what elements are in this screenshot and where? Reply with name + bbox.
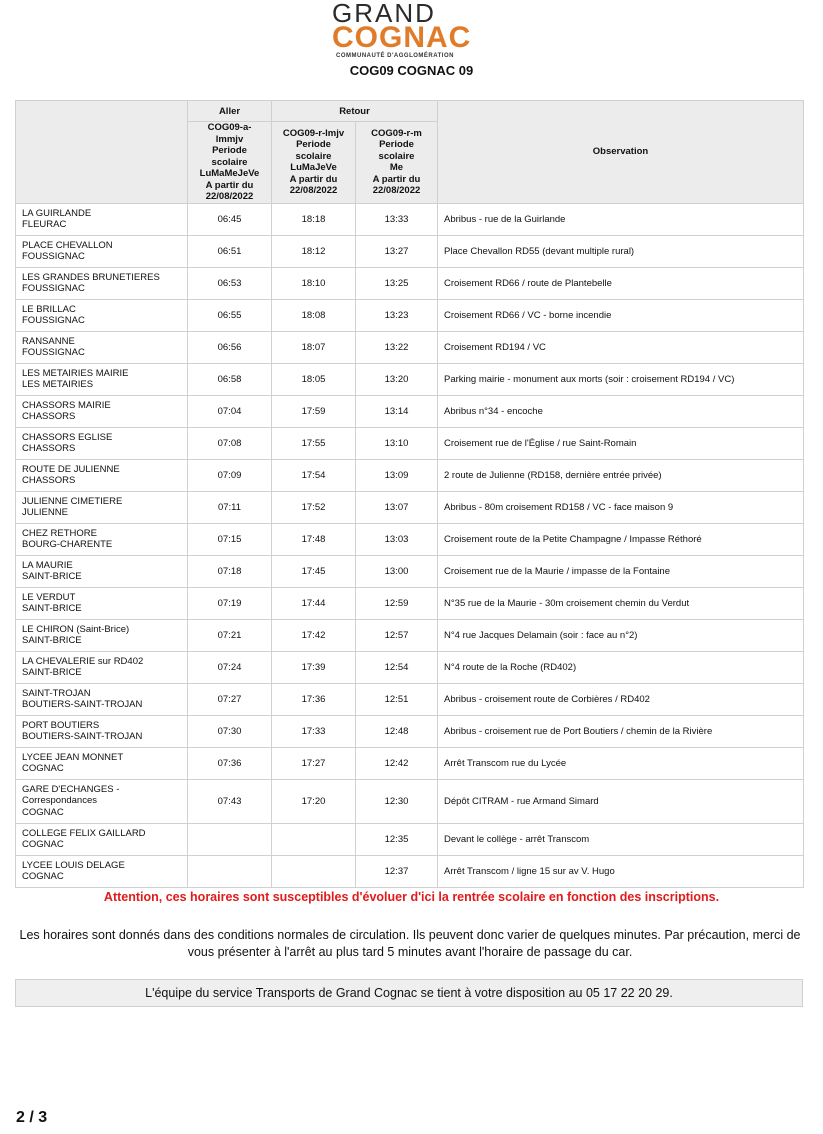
- time-retour-m: 12:48: [356, 715, 438, 747]
- observation-header: Observation: [438, 101, 804, 204]
- stop-commune: COGNAC: [22, 806, 64, 818]
- group-header-aller: Aller: [188, 101, 272, 122]
- table-row: [16, 491, 804, 523]
- table-row: [16, 855, 804, 887]
- observation-cell: Dépôt CITRAM - rue Armand Simard: [438, 779, 804, 823]
- stop-cell: [16, 267, 188, 299]
- stop-name: LE CHIRON (Saint-Brice): [22, 623, 130, 635]
- time-aller: 07:19: [188, 587, 272, 619]
- logo-cognac-text: COGNAC: [332, 21, 472, 54]
- traffic-note: [16, 927, 804, 961]
- header-line: A partir du: [289, 173, 338, 185]
- header-line: COG09-a-lmmjv: [207, 122, 252, 145]
- stop-name: LYCEE JEAN MONNET: [22, 751, 124, 763]
- traffic-note-line: vous présenter à l'arrêt au plus tard 5 minutes avant l'horaire de passage du car.: [187, 945, 633, 959]
- time-aller: 07:21: [188, 619, 272, 651]
- stop-cell: [16, 779, 188, 823]
- header-line: LuMaMeJeVe: [199, 168, 260, 179]
- header-line: Periode scolaire: [295, 139, 332, 162]
- stop-commune: BOUTIERS-SAINT-TROJAN: [22, 699, 143, 710]
- grand-cognac-logo: [0, 0, 823, 64]
- observation-cell: N°4 rue Jacques Delamain (soir : face au n°2): [438, 619, 804, 651]
- header-line: 22/08/2022: [372, 185, 421, 197]
- time-retour-lmjv: 17:39: [272, 651, 356, 683]
- time-aller: 07:08: [188, 427, 272, 459]
- table-row: [16, 235, 804, 267]
- time-retour-m: 13:03: [356, 523, 438, 555]
- stop-cell: [16, 651, 188, 683]
- time-aller: 06:55: [188, 299, 272, 331]
- time-retour-lmjv: 18:18: [272, 203, 356, 235]
- stop-cell: [16, 587, 188, 619]
- header-line: 22/08/2022: [205, 191, 254, 202]
- stop-commune: SAINT-BRICE: [22, 571, 82, 582]
- time-retour-lmjv: 17:54: [272, 459, 356, 491]
- stop-cell: [16, 491, 188, 523]
- stop-cell: [16, 331, 188, 363]
- table-row: [16, 587, 804, 619]
- stop-name: CHASSORS EGLISE: [22, 431, 113, 443]
- column-header-retour-m: [356, 122, 438, 204]
- stop-commune: CHASSORS: [22, 443, 76, 454]
- time-retour-lmjv: 17:55: [272, 427, 356, 459]
- stop-name: CHASSORS MAIRIE: [22, 399, 111, 411]
- stop-name: LES GRANDES BRUNETIERES: [22, 271, 160, 283]
- header-line: COG09-r-m: [371, 127, 422, 139]
- table-row: [16, 747, 804, 779]
- observation-cell: Abribus - 80m croisement RD158 / VC - face maison 9: [438, 491, 804, 523]
- observation-cell: Croisement RD66 / VC - borne incendie: [438, 299, 804, 331]
- time-retour-m: 13:22: [356, 331, 438, 363]
- table-row: [16, 523, 804, 555]
- stop-name: RANSANNE: [22, 335, 75, 347]
- time-aller: 06:56: [188, 331, 272, 363]
- time-retour-m: 13:23: [356, 299, 438, 331]
- time-aller: 07:09: [188, 459, 272, 491]
- time-retour-lmjv: [272, 823, 356, 855]
- observation-cell: N°35 rue de la Maurie - 30m croisement chemin du Verdut: [438, 587, 804, 619]
- time-retour-lmjv: 17:42: [272, 619, 356, 651]
- stop-cell: [16, 363, 188, 395]
- time-aller: 07:43: [188, 779, 272, 823]
- contact-banner: L'équipe du service Transports de Grand Cognac se tient à votre disposition au 05 17 22 20 29.: [15, 979, 803, 1007]
- table-row: [16, 779, 804, 823]
- time-retour-m: 13:20: [356, 363, 438, 395]
- stop-commune: BOUTIERS-SAINT-TROJAN: [22, 731, 143, 742]
- observation-cell: Abribus - rue de la Guirlande: [438, 203, 804, 235]
- observation-cell: N°4 route de la Roche (RD402): [438, 651, 804, 683]
- observation-cell: Abribus - croisement route de Corbières / RD402: [438, 683, 804, 715]
- stop-cell: [16, 683, 188, 715]
- stop-name: LE BRILLAC: [22, 303, 76, 315]
- stop-commune: FLEURAC: [22, 219, 67, 230]
- observation-cell: Abribus n°34 - encoche: [438, 395, 804, 427]
- stop-commune: COGNAC: [22, 871, 64, 882]
- time-aller: 07:36: [188, 747, 272, 779]
- table-row: [16, 651, 804, 683]
- time-aller: 06:45: [188, 203, 272, 235]
- stop-name: JULIENNE CIMETIERE: [22, 495, 123, 507]
- time-aller: 06:58: [188, 363, 272, 395]
- time-retour-lmjv: 17:45: [272, 555, 356, 587]
- group-header-retour: Retour: [272, 101, 438, 122]
- time-aller: 07:27: [188, 683, 272, 715]
- time-retour-lmjv: 17:59: [272, 395, 356, 427]
- time-retour-m: 12:35: [356, 823, 438, 855]
- time-aller: [188, 855, 272, 887]
- observation-cell: Croisement RD194 / VC: [438, 331, 804, 363]
- time-retour-m: 13:25: [356, 267, 438, 299]
- stop-name: LYCEE LOUIS DELAGE: [22, 859, 125, 871]
- document-title: COG09 COGNAC 09: [349, 63, 474, 78]
- header-line: Periode scolaire: [378, 139, 415, 162]
- time-retour-lmjv: 18:05: [272, 363, 356, 395]
- stop-commune: JULIENNE: [22, 507, 68, 518]
- time-retour-lmjv: 17:36: [272, 683, 356, 715]
- column-header-aller: [188, 122, 272, 204]
- time-retour-lmjv: 18:12: [272, 235, 356, 267]
- time-aller: 07:18: [188, 555, 272, 587]
- stop-cell: [16, 823, 188, 855]
- stop-commune: CHASSORS: [22, 475, 76, 486]
- stop-cell: [16, 619, 188, 651]
- stop-cell: [16, 715, 188, 747]
- time-retour-lmjv: [272, 855, 356, 887]
- time-retour-lmjv: 17:27: [272, 747, 356, 779]
- table-row: [16, 299, 804, 331]
- observation-cell: 2 route de Julienne (RD158, dernière entrée privée): [438, 459, 804, 491]
- observation-cell: Arrêt Transcom / ligne 15 sur av V. Hugo: [438, 855, 804, 887]
- stop-cell: [16, 855, 188, 887]
- observation-cell: Croisement RD66 / route de Plantebelle: [438, 267, 804, 299]
- stop-commune: BOURG-CHARENTE: [22, 539, 113, 550]
- header-line: 22/08/2022: [289, 185, 338, 197]
- table-row: [16, 427, 804, 459]
- stop-commune: LES METAIRIES: [22, 379, 94, 390]
- table-row: [16, 715, 804, 747]
- time-retour-lmjv: 18:10: [272, 267, 356, 299]
- stop-name: CHEZ RETHORE: [22, 527, 97, 539]
- stop-name: LES METAIRIES MAIRIE: [22, 367, 129, 379]
- schedule-table: [15, 100, 804, 888]
- time-retour-lmjv: 17:33: [272, 715, 356, 747]
- table-row: [16, 331, 804, 363]
- time-retour-m: 13:10: [356, 427, 438, 459]
- header-line: COG09-r-lmjv: [282, 127, 345, 139]
- stop-commune: FOUSSIGNAC: [22, 251, 85, 262]
- stop-name: GARE D'ECHANGES -: [22, 783, 120, 795]
- stop-name: Correspondances: [22, 795, 97, 807]
- stop-name: LA CHEVALERIE sur RD402: [22, 655, 144, 667]
- stop-name: COLLEGE FELIX GAILLARD: [22, 827, 146, 839]
- time-retour-m: 13:09: [356, 459, 438, 491]
- stop-commune: SAINT-BRICE: [22, 667, 82, 678]
- time-retour-lmjv: 18:08: [272, 299, 356, 331]
- time-retour-lmjv: 17:48: [272, 523, 356, 555]
- observation-cell: Parking mairie - monument aux morts (soir : croisement RD194 / VC): [438, 363, 804, 395]
- stop-name: ROUTE DE JULIENNE: [22, 463, 120, 475]
- observation-cell: Abribus - croisement rue de Port Boutiers / chemin de la Rivière: [438, 715, 804, 747]
- warning-notice: Attention, ces horaires sont susceptibles d'évoluer d'ici la rentrée scolaire en fonction des inscriptions.: [103, 890, 720, 904]
- table-row: [16, 555, 804, 587]
- time-retour-m: 12:30: [356, 779, 438, 823]
- table-row: [16, 823, 804, 855]
- time-aller: 06:53: [188, 267, 272, 299]
- time-retour-lmjv: 18:07: [272, 331, 356, 363]
- table-row: [16, 267, 804, 299]
- stop-cell: [16, 395, 188, 427]
- page-number: 2 / 3: [16, 1109, 48, 1126]
- table-row: [16, 363, 804, 395]
- stop-name: LA GUIRLANDE: [22, 207, 92, 219]
- time-aller: 07:24: [188, 651, 272, 683]
- time-aller: 07:04: [188, 395, 272, 427]
- observation-cell: Croisement route de la Petite Champagne / Impasse Réthoré: [438, 523, 804, 555]
- time-aller: [188, 823, 272, 855]
- header-line: Me: [389, 162, 404, 174]
- observation-cell: Croisement rue de la Maurie / impasse de la Fontaine: [438, 555, 804, 587]
- stop-commune: FOUSSIGNAC: [22, 315, 85, 326]
- stop-cell: [16, 203, 188, 235]
- header-line: LuMaJeVe: [290, 162, 337, 174]
- time-retour-lmjv: 17:20: [272, 779, 356, 823]
- time-retour-m: 13:07: [356, 491, 438, 523]
- time-retour-m: 12:54: [356, 651, 438, 683]
- stop-cell: [16, 459, 188, 491]
- logo-subtitle: COMMUNAUTÉ D'AGGLOMÉRATION: [336, 53, 454, 59]
- header-line: A partir du: [372, 173, 421, 185]
- header-line: Periode scolaire: [211, 145, 248, 168]
- stop-cell: [16, 235, 188, 267]
- stop-commune: FOUSSIGNAC: [22, 283, 85, 294]
- time-retour-lmjv: 17:52: [272, 491, 356, 523]
- stop-name: PLACE CHEVALLON: [22, 239, 113, 251]
- time-aller: 06:51: [188, 235, 272, 267]
- stop-commune: COGNAC: [22, 763, 64, 774]
- stop-cell: [16, 299, 188, 331]
- observation-cell: Place Chevallon RD55 (devant multiple rural): [438, 235, 804, 267]
- schedule-body: [16, 203, 804, 887]
- time-retour-m: 12:42: [356, 747, 438, 779]
- stop-commune: SAINT-BRICE: [22, 635, 82, 646]
- stop-cell: [16, 555, 188, 587]
- stop-column-header: [16, 101, 188, 204]
- time-retour-m: 12:37: [356, 855, 438, 887]
- stop-cell: [16, 747, 188, 779]
- time-retour-m: 12:59: [356, 587, 438, 619]
- observation-cell: Devant le collège - arrêt Transcom: [438, 823, 804, 855]
- table-row: [16, 203, 804, 235]
- observation-cell: Arrêt Transcom rue du Lycée: [438, 747, 804, 779]
- stop-cell: [16, 523, 188, 555]
- table-row: [16, 395, 804, 427]
- table-row: [16, 683, 804, 715]
- stop-cell: [16, 427, 188, 459]
- stop-commune: FOUSSIGNAC: [22, 347, 85, 358]
- time-retour-m: 12:51: [356, 683, 438, 715]
- traffic-note-line: Les horaires sont donnés dans des conditions normales de circulation. Ils peuvent donc varier de quelques minutes. Par précaution, merci de: [19, 928, 801, 942]
- observation-cell: Croisement rue de l'Église / rue Saint-Romain: [438, 427, 804, 459]
- table-row: [16, 619, 804, 651]
- time-retour-m: 12:57: [356, 619, 438, 651]
- stop-name: SAINT-TROJAN: [22, 687, 91, 699]
- stop-name: PORT BOUTIERS: [22, 719, 100, 731]
- stop-name: LA MAURIE: [22, 559, 73, 571]
- column-header-retour-lmjv: [272, 122, 356, 204]
- table-row: [16, 459, 804, 491]
- header-line: A partir du: [205, 179, 254, 191]
- time-retour-m: 13:27: [356, 235, 438, 267]
- stop-commune: SAINT-BRICE: [22, 603, 82, 614]
- time-retour-m: 13:33: [356, 203, 438, 235]
- time-aller: 07:15: [188, 523, 272, 555]
- time-aller: 07:11: [188, 491, 272, 523]
- time-retour-m: 13:14: [356, 395, 438, 427]
- stop-commune: COGNAC: [22, 839, 64, 850]
- stop-commune: CHASSORS: [22, 411, 76, 422]
- stop-name: LE VERDUT: [22, 591, 76, 603]
- logo-grand-text: GRAND: [332, 0, 436, 28]
- time-retour-lmjv: 17:44: [272, 587, 356, 619]
- time-aller: 07:30: [188, 715, 272, 747]
- time-retour-m: 13:00: [356, 555, 438, 587]
